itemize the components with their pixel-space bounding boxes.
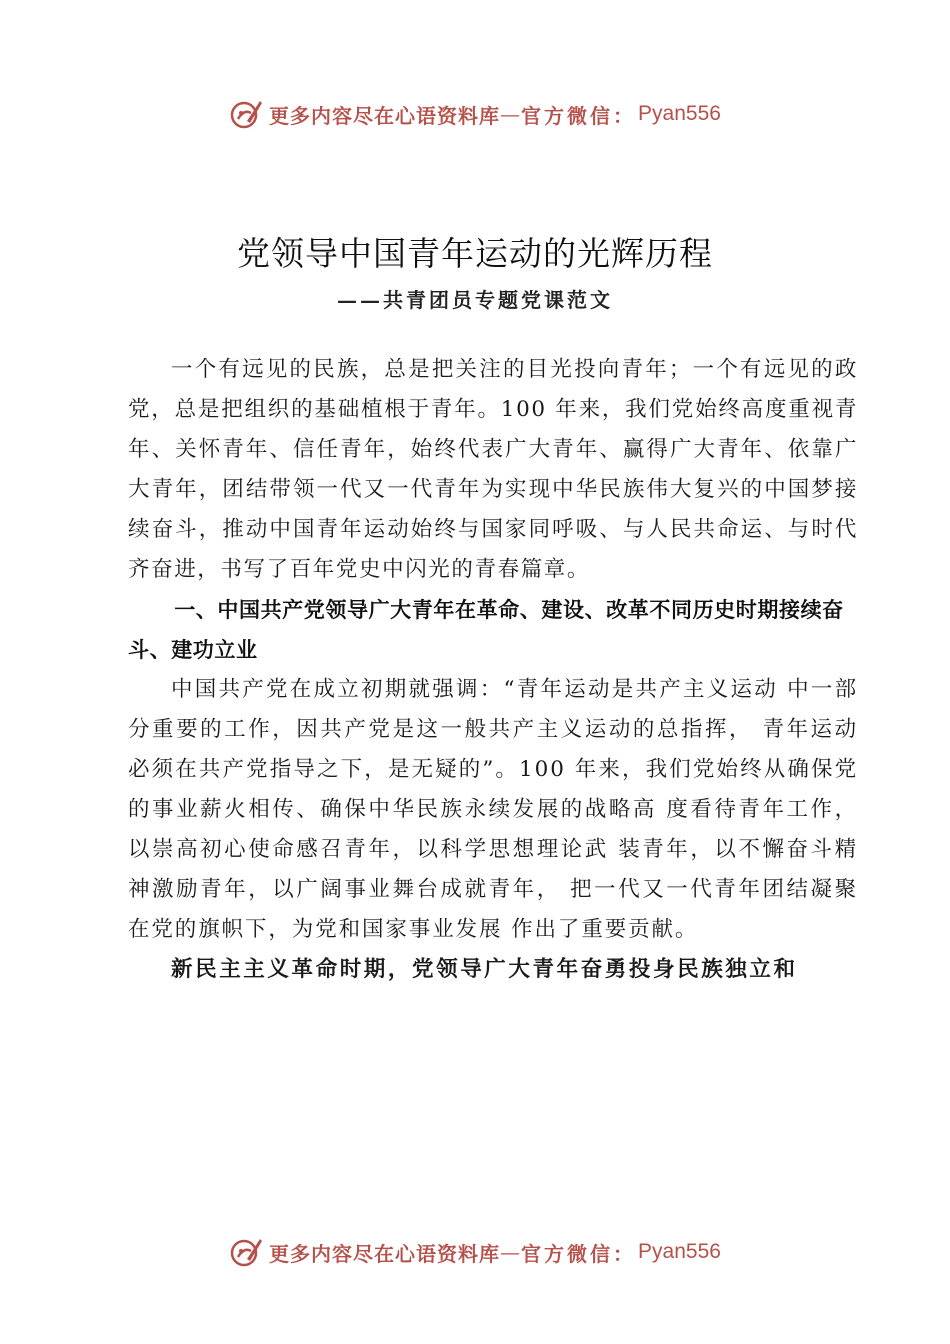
watermark-id: Pyan556 — [638, 1240, 721, 1263]
document-title: 党领导中国青年运动的光辉历程 — [237, 234, 713, 273]
pen-logo-icon — [229, 1235, 263, 1269]
watermark-brand: 更多内容尽在心语资料库 — [269, 103, 501, 128]
intro-paragraph: 一个有远见的民族，总是把关注的目光投向青年；一个有远见的政党，总是把组织的基础植根于青年。100 年来，我们党始终高度重视青年、关怀青年、信任青年，始终代表广大青年、赢得广大青年、依靠广大青年，团结带领一代又一代青年为实现中华民族伟大复兴的中国梦接续奋斗，推动中国青年运动始终与国家同呼吸、与人民共命运、与时代齐奋进，书写了百年党史中闪光的青春篇章。 — [128, 357, 858, 582]
document-body — [128, 350, 858, 990]
watermark-footer — [0, 1232, 950, 1272]
watermark-label: 官方微信： — [521, 1241, 637, 1266]
section-paragraph: 新民主主义革命时期，党领导广大青年奋勇投身民族独立和 — [171, 957, 798, 982]
watermark-label: 官方微信： — [521, 103, 637, 128]
pen-logo-icon — [229, 97, 263, 131]
watermark-brand: 更多内容尽在心语资料库 — [269, 1241, 501, 1266]
section-paragraph: 中国共产党在成立初期就强调：“青年运动是共产主义运动 中一部分重要的工作，因共产党是这一般共产主义运动的总指挥， 青年运动必须在共产党指导之下，是无疑的”。100 年来，我们党始终从确保党的事业薪火相传、确保中华民族永续发展的战略高 度看待青年工作，以崇高初心使命感召青年，以科学思想理论武 装青年，以不懈奋斗精神激励青年，以广阔事业舞台成就青年， 把一代又一代青年团结凝聚在党的旗帜下，为党和国家事业发展 作出了重要贡献。 — [128, 677, 858, 942]
document-subtitle: ——共青团员专题党课范文 — [337, 288, 613, 312]
watermark-separator: — — [500, 1240, 522, 1264]
watermark-separator: — — [500, 102, 522, 126]
section-heading: 一、中国共产党领导广大青年在革命、建设、改革不同历史时期接续奋斗、建功立业 — [128, 598, 844, 662]
watermark-id: Pyan556 — [638, 102, 721, 125]
watermark-header — [0, 94, 950, 134]
